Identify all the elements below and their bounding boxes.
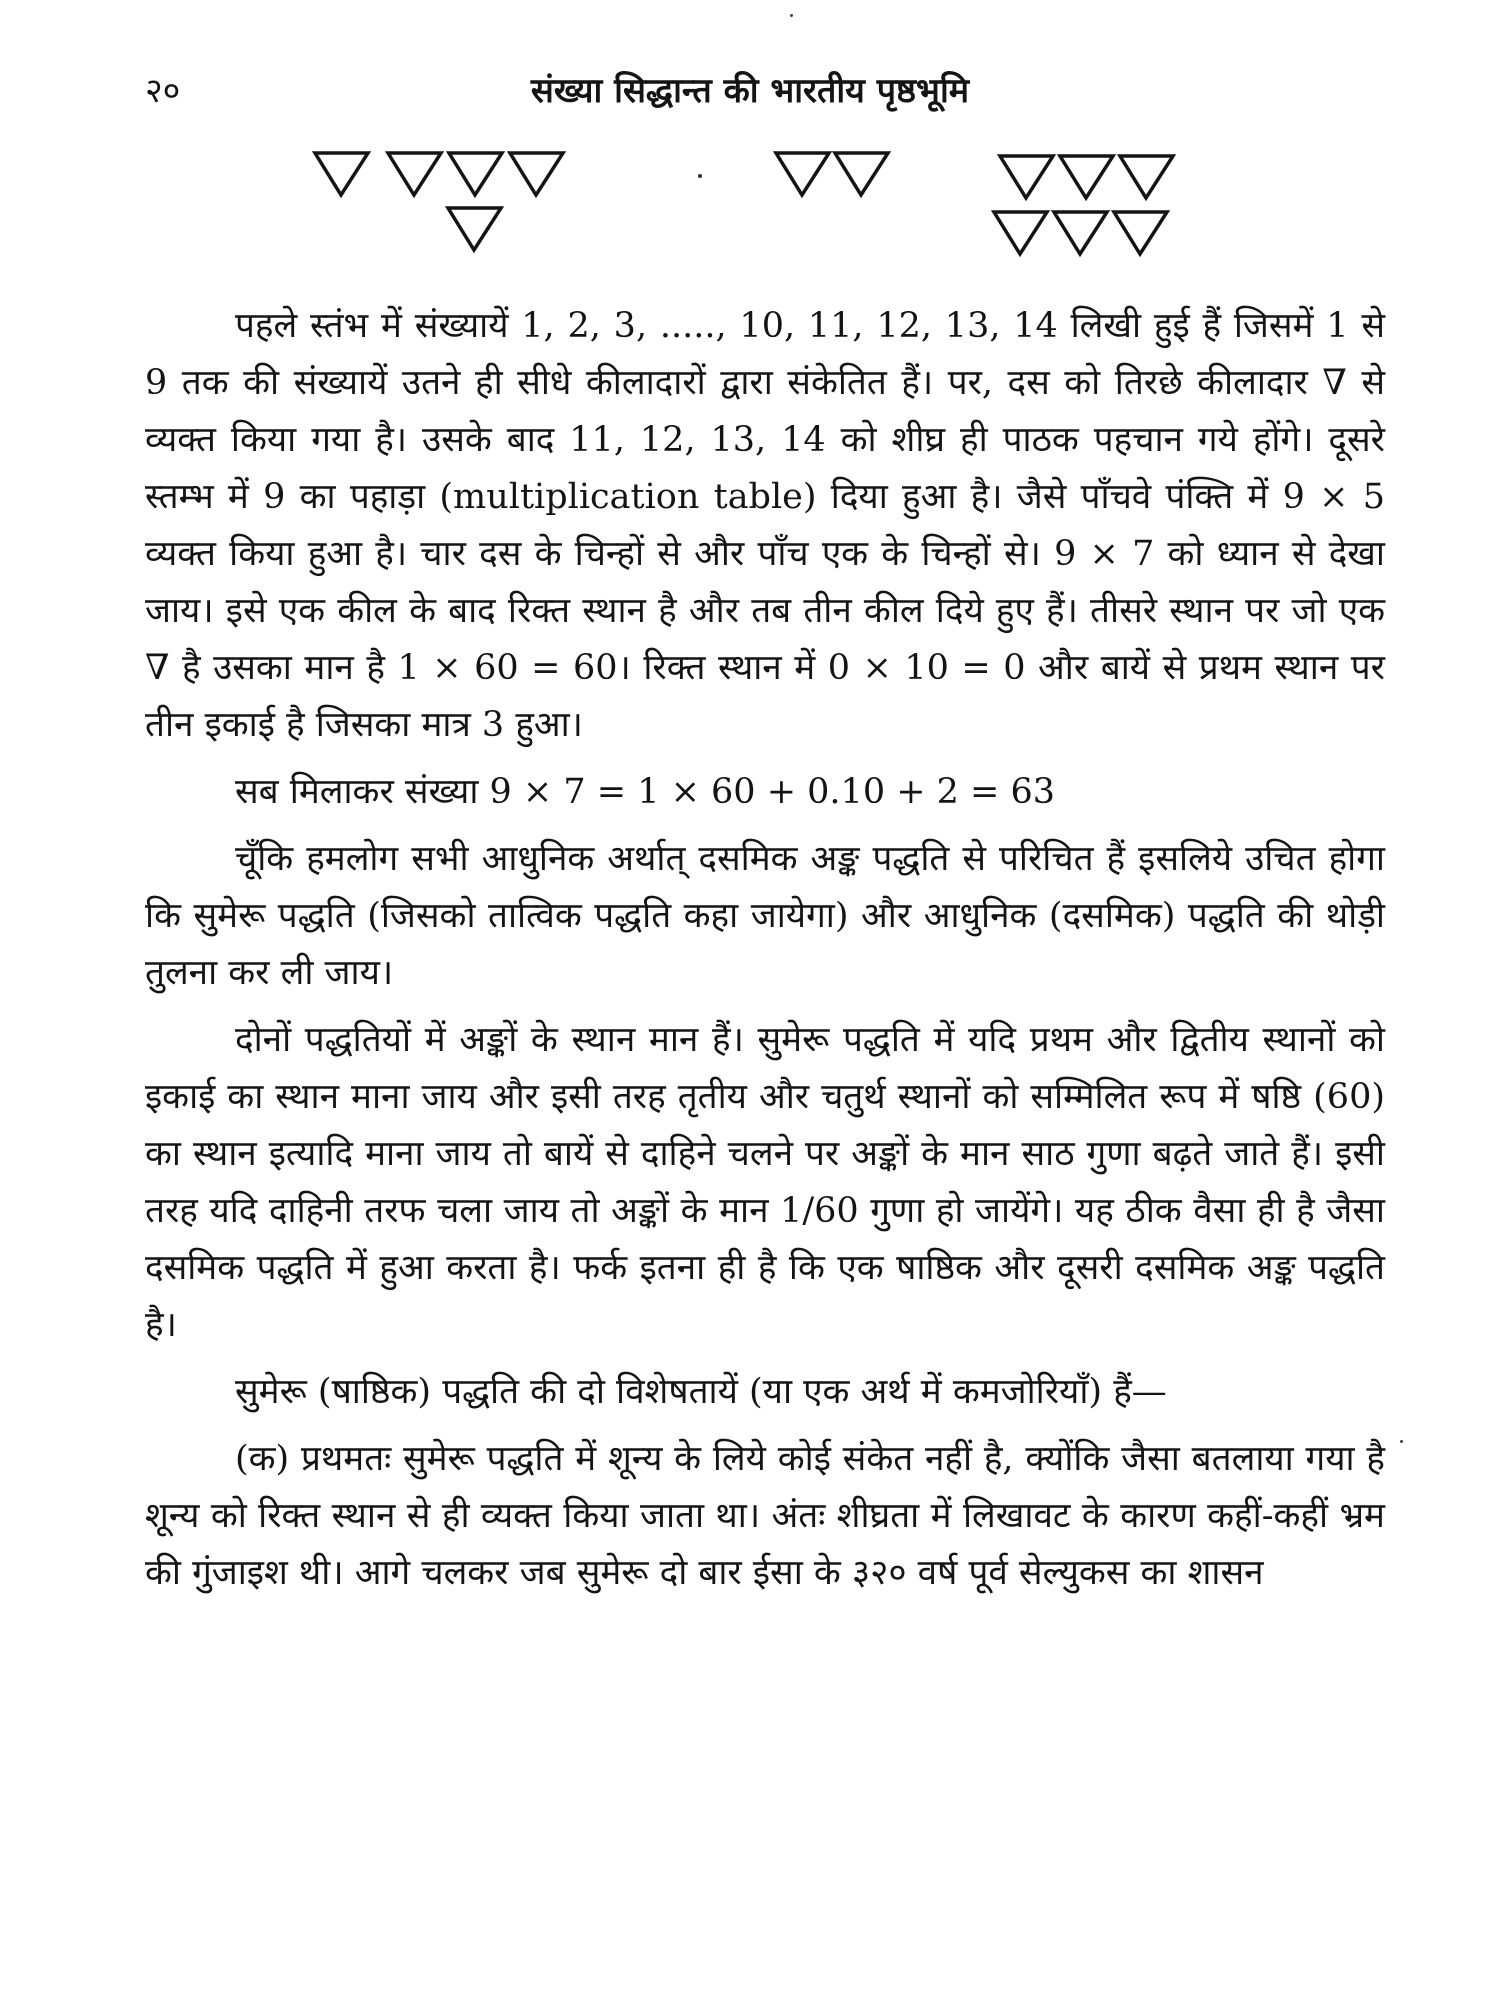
wedge-symbol bbox=[1054, 212, 1107, 254]
paragraph: (क) प्रथमतः सुमेरू पद्धति में शून्य के लिये कोई संकेत नहीं है, क्योंकि जैसा बतलाया गया है शून्य को रिक्त स्थान से ही व्यक्त किया जाता था। अंतः शीघ्रता में लिखावट के कारण कहीं-कहीं भ्रम की गुंजाइश थी। आगे चलकर जब सुमेरू दो बार ईसा के ३२० वर्ष पूर्व सेल्युकस का शासन bbox=[145, 1439, 1385, 1593]
wedge-symbol bbox=[1000, 156, 1053, 198]
wedge-symbol bbox=[1120, 156, 1173, 198]
wedge-symbol bbox=[388, 153, 441, 195]
body-text bbox=[145, 298, 1385, 1612]
scan-speck bbox=[1400, 1440, 1403, 1443]
wedge-symbol bbox=[1060, 156, 1113, 198]
wedge-symbol bbox=[994, 212, 1047, 254]
wedge-symbol bbox=[835, 153, 888, 195]
paragraph: दोनों पद्धतियों में अङ्कों के स्थान मान हैं। सुमेरू पद्धति में यदि प्रथम और द्वितीय स्थानों को इकाई का स्थान माना जाय और इसी तरह तृतीय और चतुर्थ स्थानों को सम्मिलित रूप में षष्ठि (60) का स्थान इत्यादि माना जाय तो बायें से दाहिने चलने पर अङ्कों के मान साठ गुणा बढ़ते जाते हैं। इसी तरह यदि दाहिनी तरफ चला जाय तो अङ्कों के मान 1/60 गुणा हो जायेंगे। यह ठीक वैसा ही है जैसा दसमिक पद्धति में हुआ करता है। फर्क इतना ही है कि एक षाष्ठिक और दूसरी दसमिक अङ्क पद्धति है। bbox=[145, 1020, 1385, 1345]
scan-speck bbox=[790, 14, 793, 17]
wedge-symbol bbox=[448, 208, 501, 250]
paragraph: चूँकि हमलोग सभी आधुनिक अर्थात् दसमिक अङ्क पद्धति से परिचित हैं इसलिये उचित होगा कि सुमेरू पद्धति (जिसको तात्विक पद्धति कहा जायेगा) और आधुनिक (दसमिक) पद्धति की थोड़ी तुलना कर ली जाय। bbox=[145, 839, 1385, 993]
wedge-symbol bbox=[315, 153, 368, 195]
page-number: २० bbox=[145, 71, 181, 111]
paragraph: पहले स्तंभ में संख्यायें 1, 2, 3, ....., 10, 11, 12, 13, 14 लिखी हुई हैं जिसमें 1 से 9 तक की संख्यायें उतने ही सीधे कीलादारों द्वारा संकेतित हैं। पर, दस को तिरछे कीलादार ∇ से व्यक्त किया गया है। उसके बाद 11, 12, 13, 14 को शीघ्र ही पाठक पहचान गये होंगे। दूसरे स्तम्भ में 9 का पहाड़ा (multiplication table) दिया हुआ है। जैसे पाँचवे पंक्ति में 9 × 5 व्यक्त किया हुआ है। चार दस के चिन्हों से और पाँच एक के चिन्हों से। 9 × 7 को ध्यान से देखा जाय। इसे एक कील के बाद रिक्त स्थान है और तब तीन कील दिये हुए हैं। तीसरे स्थान पर जो एक ∇ है उसका मान है 1 × 60 = 60। रिक्त स्थान में 0 × 10 = 0 और बायें से प्रथम स्थान पर तीन इकाई है जिसका मात्र 3 हुआ। bbox=[145, 306, 1385, 745]
equation-line: सब मिलाकर संख्या 9 × 7 = 1 × 60 + 0.10 + 2 = 63 bbox=[235, 772, 1056, 812]
page-header bbox=[0, 66, 1500, 126]
wedge-symbol bbox=[510, 153, 563, 195]
running-title: संख्या सिद्धान्त की भारतीय पृष्ठभूमि bbox=[530, 71, 970, 111]
wedge-symbol bbox=[1114, 212, 1167, 254]
cuneiform-figure bbox=[0, 140, 1500, 270]
wedge-symbol bbox=[776, 153, 829, 195]
paragraph: सुमेरू (षाष्ठिक) पद्धति की दो विशेषतायें (या एक अर्थ में कमजोरियाँ) हैं— bbox=[235, 1372, 1167, 1412]
wedge-symbol bbox=[449, 153, 502, 195]
